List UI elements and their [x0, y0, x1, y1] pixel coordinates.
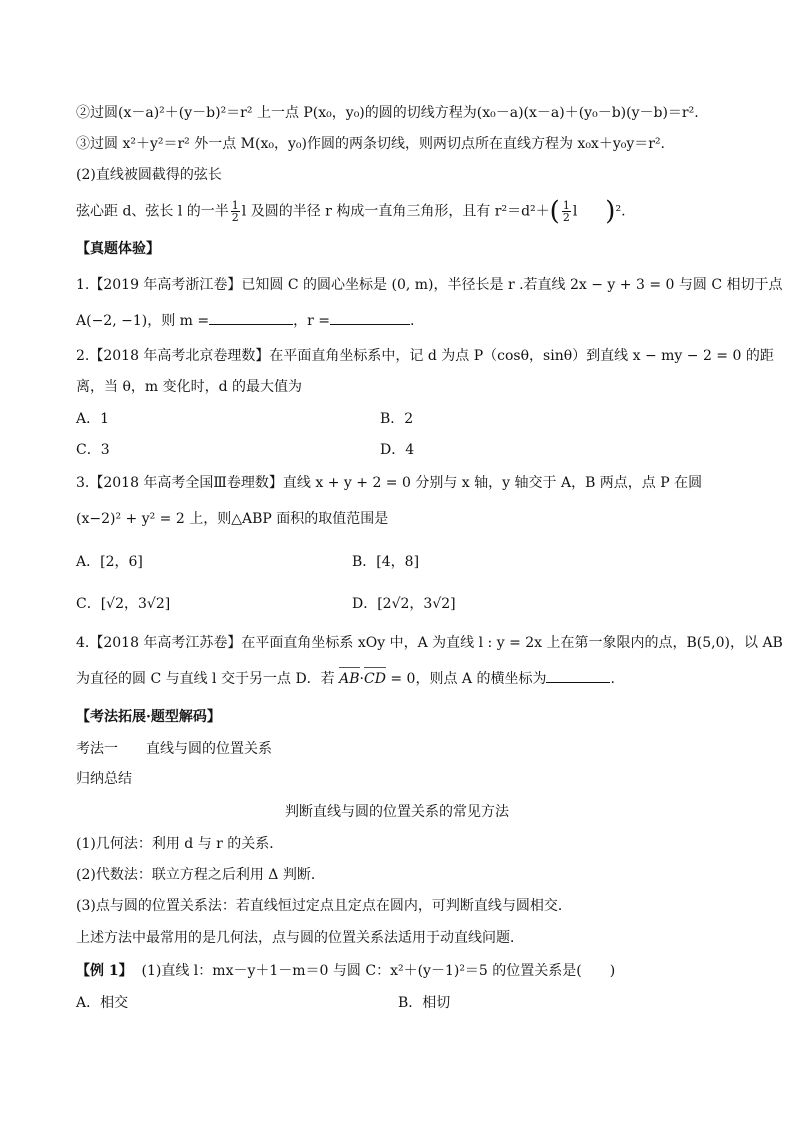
q2-option-d[interactable]: D．4 [380, 442, 415, 458]
question-1-line-1: 1.【2019 年高考浙江卷】已知圆 C 的圆心坐标是 (0, m)，半径长是 r .若直线 2x − y + 3 = 0 与圆 C 相切于点 [76, 277, 783, 293]
method-geometric: (1)几何法：利用 d 与 r 的关系． [76, 836, 284, 852]
chord-text-1: 弦心距 d、弦长 l 的一半 [76, 203, 229, 220]
method-summary: 上述方法中最常用的是几何法，点与圆的位置关系法适用于动直线问题． [76, 930, 524, 946]
q2-option-a[interactable]: A．1 [76, 411, 110, 427]
tangent-line-formula-3: ③过圆 x²＋y²＝r² 外一点 M(x₀，y₀)作圆的两条切线，则两切点所在直线方程为 x₀x＋y₀y＝r². [76, 136, 666, 152]
half-fraction: $\frac{1}{2}$ [231, 199, 239, 224]
vector-ab: AB [339, 671, 360, 687]
example-label: 【例 1】 [76, 963, 133, 979]
answer-blank-m[interactable] [209, 312, 293, 325]
q2-option-b[interactable]: B．2 [380, 411, 414, 427]
q3-option-b[interactable]: B．[4，8] [352, 554, 420, 570]
question-3-line-2: (x−2)² + y² = 2 上，则△ABP 面积的取值范围是 [76, 511, 389, 527]
answer-blank-r[interactable] [330, 312, 410, 325]
method-algebraic: (2)代数法：联立方程之后利用 Δ 判断． [76, 867, 325, 883]
method-one-title: 考法一 直线与圆的位置关系 [76, 741, 272, 757]
section-real-exam: 【真题体验】 [76, 241, 160, 257]
question-3-line-1: 3.【2018 年高考全国Ⅲ卷理数】直线 x + y + 2 = 0 分别与 x 轴，y 轴交于 A，B 两点，点 P 在圆 [76, 475, 703, 491]
chord-text-4: ². [615, 203, 626, 220]
question-4-line-2: 为直径的圆 C 与直线 l 交于另一点 D．若 AB·CD = 0，则点 A 的横坐标为 . [76, 671, 615, 687]
e1-option-a[interactable]: A．相交 [76, 995, 129, 1011]
method-point-circle: (3)点与圆的位置关系法：若直线恒过定点且定点在圆内，可判断直线与圆相交． [76, 898, 572, 914]
summary-label: 归纳总结 [76, 771, 132, 787]
q2-option-c[interactable]: C．3 [76, 442, 110, 458]
right-paren: ) [605, 196, 616, 227]
question-4-line-1: 4.【2018 年高考江苏卷】在平面直角坐标系 xOy 中，A 为直线 l : y = 2x 上在第一象限内的点，B(5,0)，以 AB [76, 635, 783, 651]
chord-length-heading: (2)直线被圆截得的弦长 [76, 167, 222, 183]
example-1: 【例 1】 (1)直线 l：mx－y＋1－m＝0 与圆 C：x²＋(y－1)²＝5 的位置关系是( ) [76, 963, 616, 979]
question-2-line-2: 离，当 θ，m 变化时，d 的最大值为 [76, 379, 303, 395]
answer-blank-a-x[interactable] [546, 670, 610, 683]
q3-option-a[interactable]: A．[2，6] [76, 554, 143, 570]
vector-cd: CD [363, 671, 386, 687]
e1-option-b[interactable]: B．相切 [398, 995, 451, 1011]
half-fraction-2: $\frac{1}{2}$ [562, 199, 570, 224]
tangent-line-formula-2: ②过圆(x－a)²＋(y－b)²＝r² 上一点 P(x₀，y₀)的圆的切线方程为(x₀－a)(x－a)＋(y₀－b)(y－b)＝r². [76, 105, 699, 121]
q3-option-d[interactable]: D．[2√2，3√2] [352, 596, 456, 612]
methods-heading: 判断直线与圆的位置关系的常见方法 [285, 804, 509, 820]
chord-text-3: l [572, 203, 578, 220]
question-2-line-1: 2.【2018 年高考北京卷理数】在平面直角坐标系中，记 d 为点 P（cosθ，sinθ）到直线 x − my − 2 = 0 的距 [76, 348, 774, 364]
chord-length-relation [76, 196, 626, 227]
chord-text-2: l 及圆的半径 r 构成一直角三角形，且有 r²＝d²＋ [241, 203, 550, 220]
section-method-expansion: 【考法拓展·题型解码】 [76, 709, 221, 725]
left-paren: ( [549, 196, 560, 227]
question-1-line-2: A(−2, −1)，则 m = ，r = . [76, 313, 415, 329]
q3-option-c[interactable]: C．[√2，3√2] [76, 596, 171, 612]
